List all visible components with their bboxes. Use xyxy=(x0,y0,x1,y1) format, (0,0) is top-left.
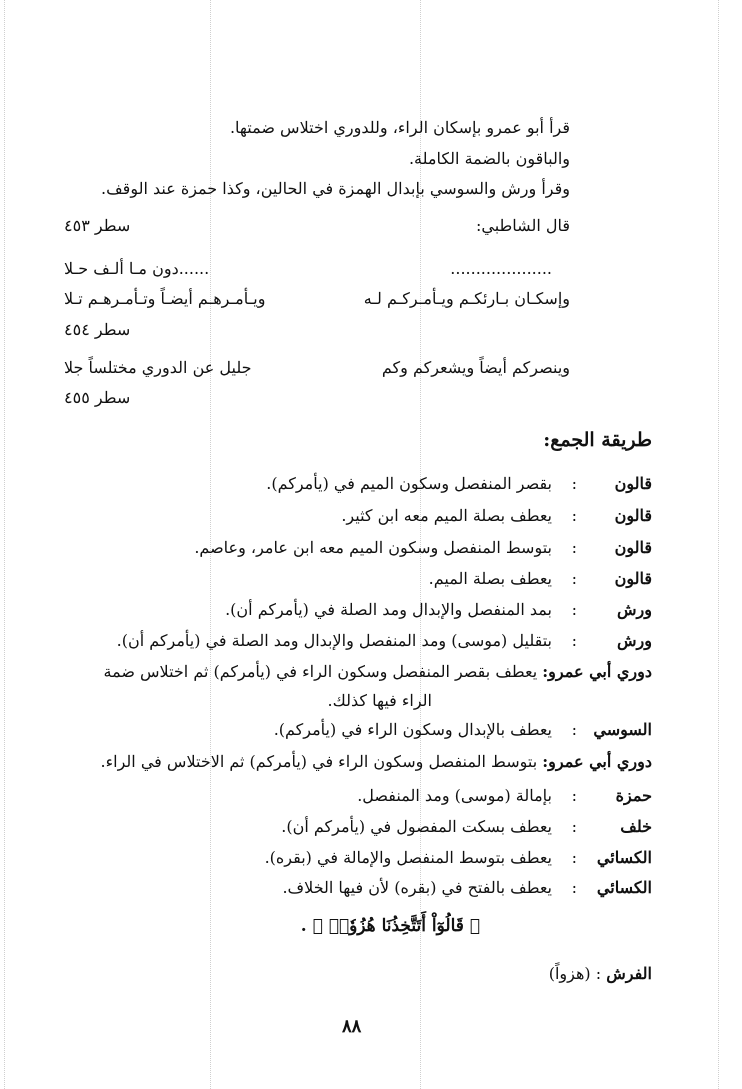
intro-line: وقرأ ورش والسوسي بإبدال الهمزة في الحالين، وكذا حمزة عند الوقف. xyxy=(101,179,570,198)
row-colon: : xyxy=(571,600,577,619)
reader-name: دوري أبي عمرو: xyxy=(542,752,652,771)
row-colon: : xyxy=(595,964,602,983)
verse2-right: وإسكـان بـارئكـم ويـأمـركـم لـه xyxy=(363,289,570,308)
row-colon: : xyxy=(571,817,577,836)
row-text: بمد المنفصل والإبدال ومد الصلة في (يأمركم أن). xyxy=(225,600,552,619)
verse3-left: جليل عن الدوري مختلساً جلا xyxy=(64,358,252,377)
reader-name: قالون xyxy=(614,538,652,557)
farsh-row xyxy=(549,962,652,986)
row-text: يعطف بصلة الميم. xyxy=(428,569,552,588)
row-text: بإمالة (موسى) ومد المنفصل. xyxy=(357,786,552,805)
reader-name: الكسائي xyxy=(596,878,652,897)
intro-line: قرأ أبو عمرو بإسكان الراء، وللدوري اختلاس ضمتها. xyxy=(229,118,570,137)
reader-name: ورش xyxy=(617,600,652,619)
row-colon: : xyxy=(571,538,577,557)
quran-phrase: ﴿ قَالُوٓاْ أَتَتَّخِذُنَا هُزُوٗاۖ ﴾ . xyxy=(300,916,480,936)
duri-row-continuation: الراء فيها كذلك. xyxy=(327,691,432,710)
verse1-right: .................... xyxy=(450,259,552,278)
shatibi-label: قال الشاطبي: xyxy=(476,216,570,235)
duri-row xyxy=(103,660,652,684)
farsh-text: (هزواً) xyxy=(548,964,591,983)
row-text: بتوسط المنفصل وسكون الميم معه ابن عامر، وعاصم. xyxy=(194,538,552,557)
row-colon: : xyxy=(571,878,577,897)
row-text: يعطف بالإبدال وسكون الراء في (يأمركم). xyxy=(273,720,552,739)
row-text: بتوسط المنفصل وسكون الراء في (يأمركم) ثم الاختلاس في الراء. xyxy=(100,752,538,771)
line-ref-454: سطر ٤٥٤ xyxy=(64,320,131,339)
row-colon: : xyxy=(571,506,577,525)
reader-name: قالون xyxy=(614,506,652,525)
reader-name: خلف xyxy=(620,817,652,836)
row-text: يعطف بتوسط المنفصل والإمالة في (بقره). xyxy=(264,848,552,867)
scan-guide-line xyxy=(718,0,719,1089)
row-text: يعطف بسكت المفصول في (يأمركم أن). xyxy=(281,817,552,836)
reader-name: قالون xyxy=(614,569,652,588)
verse1-left: ......دون مـا ألـف حـلا xyxy=(64,259,210,278)
intro-line: والباقون بالضمة الكاملة. xyxy=(408,149,570,168)
verse2-left: ويـأمـرهـم أيضـاً وتـأمـرهـم تـلا xyxy=(64,289,266,308)
reader-name: دوري أبي عمرو: xyxy=(542,662,652,681)
row-text: بتقليل (موسى) ومد المنفصل والإبدال ومد الصلة في (يأمركم أن). xyxy=(116,631,552,650)
row-text: بقصر المنفصل وسكون الميم في (يأمركم). xyxy=(266,474,552,493)
row-colon: : xyxy=(571,474,577,493)
row-text: يعطف بالفتح في (بقره) لأن فيها الخلاف. xyxy=(282,878,552,897)
line-ref-455: سطر ٤٥٥ xyxy=(64,388,131,407)
row-colon: : xyxy=(571,569,577,588)
reader-name: حمزة xyxy=(615,786,652,805)
duri-row xyxy=(101,750,652,774)
row-colon: : xyxy=(571,720,577,739)
section-heading: طريقة الجمع: xyxy=(543,429,652,451)
reader-name: قالون xyxy=(614,474,652,493)
row-text: يعطف بقصر المنفصل وسكون الراء في (يأمركم) ثم اختلاس ضمة xyxy=(103,662,538,681)
row-colon: : xyxy=(571,631,577,650)
row-text: يعطف بصلة الميم معه ابن كثير. xyxy=(341,506,552,525)
reader-name: الكسائي xyxy=(596,848,652,867)
scan-guide-line xyxy=(4,0,5,1089)
row-colon: : xyxy=(571,848,577,867)
reader-name: ورش xyxy=(617,631,652,650)
row-colon: : xyxy=(571,786,577,805)
reader-name: السوسي xyxy=(593,720,652,739)
line-ref-453: سطر ٤٥٣ xyxy=(64,216,131,235)
page-number: ٨٨ xyxy=(342,1016,362,1037)
farsh-label: الفرش xyxy=(606,964,652,983)
verse3-right: وينصركم أيضاً ويشعركم وكم xyxy=(381,358,570,377)
